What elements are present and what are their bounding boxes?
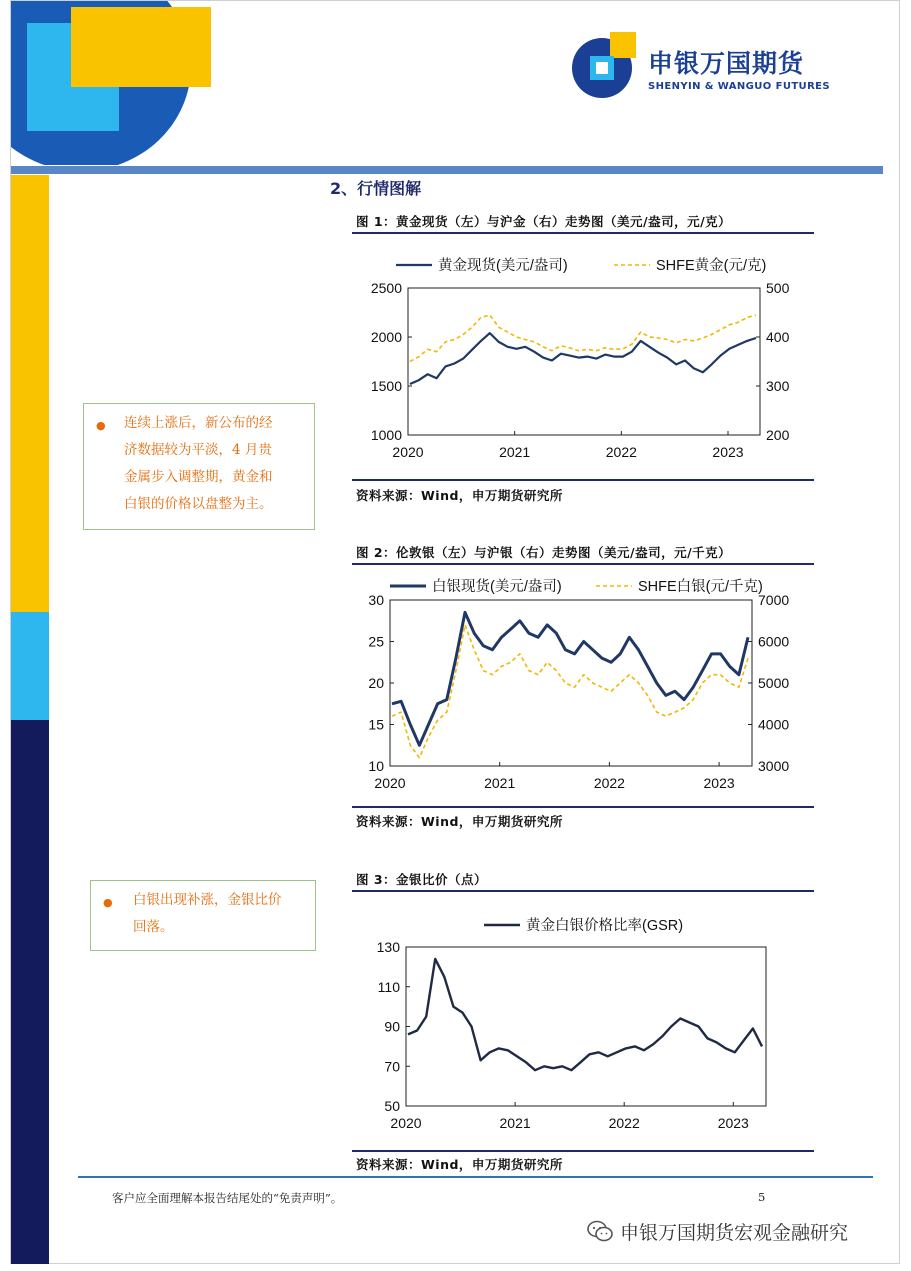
plot-frame	[390, 600, 752, 766]
series-line-2	[392, 625, 748, 758]
y-left-tick-label: 25	[368, 633, 384, 650]
y-left-tick-label: 1500	[370, 378, 402, 394]
note-2-line-2: 回落。	[133, 919, 174, 935]
page-number: 5	[758, 1190, 766, 1204]
note-1-line-4: 白银的价格以盘整为主。	[124, 496, 273, 512]
y-right-tick-label: 3000	[758, 758, 790, 774]
figure-2-top-rule	[352, 563, 814, 565]
y-left-tick-label: 15	[368, 716, 384, 733]
y-right-tick-label: 500	[766, 280, 790, 296]
x-tick-label: 2022	[605, 444, 637, 460]
note-2-bullet: ●	[103, 896, 113, 909]
brand-name-cn: 申银万国期货	[648, 49, 805, 78]
y-right-tick-label: 4000	[758, 716, 790, 733]
x-tick-label: 2022	[608, 1115, 640, 1131]
x-tick-label: 2021	[499, 1115, 531, 1131]
y-right-tick-label: 6000	[758, 633, 790, 650]
y-left-tick-label: 20	[368, 675, 384, 691]
y-left-tick-label: 130	[376, 939, 400, 955]
note-1-bullet: ●	[96, 419, 106, 432]
figure-1-top-rule	[352, 232, 814, 234]
y-right-tick-label: 5000	[758, 675, 790, 691]
wechat-icon	[586, 1219, 614, 1243]
y-left-tick-label: 1000	[370, 427, 402, 443]
figure-3-chart	[352, 900, 814, 1150]
x-tick-label: 2023	[703, 775, 735, 791]
series-line-1	[392, 612, 748, 745]
figure-1-bottom-rule	[352, 479, 814, 481]
y-right-tick-label: 200	[766, 427, 790, 443]
series-line-1	[408, 959, 762, 1070]
figure-1-source: 资料来源：Wind，申万期货研究所	[356, 488, 563, 503]
header-shape-yellow	[71, 7, 211, 87]
sidebar-band-cyan	[11, 612, 49, 720]
note-1-line-1: 连续上涨后，新公布的经	[124, 415, 273, 431]
y-left-tick-label: 50	[384, 1098, 400, 1114]
figure-2-chart	[352, 566, 814, 806]
y-left-tick-label: 2000	[370, 329, 402, 345]
x-tick-label: 2023	[717, 1115, 749, 1131]
note-1-line-2: 济数据较为平淡，4 月贵	[124, 442, 272, 458]
note-box-1	[83, 403, 315, 530]
note-1-line-3: 金属步入调整期，黄金和	[124, 469, 273, 485]
y-right-tick-label: 400	[766, 329, 790, 345]
figure-1-chart	[352, 238, 814, 478]
watermark-text: 申银万国期货宏观金融研究	[620, 1221, 849, 1244]
footer-rule	[78, 1176, 873, 1178]
legend-label-1: 黄金现货(美元/盎司)	[438, 258, 568, 274]
header-decoration	[11, 1, 211, 165]
sidebar-band-navy	[11, 720, 49, 1264]
brand-name-en: SHENYIN & WANGUO FUTURES	[648, 81, 831, 92]
x-tick-label: 2020	[374, 775, 406, 791]
note-1-text	[124, 410, 310, 518]
x-tick-label: 2023	[712, 444, 744, 460]
figure-3-top-rule	[352, 890, 814, 892]
legend-label-1: 白银现货(美元/盎司)	[432, 579, 562, 595]
figure-3-bottom-rule	[352, 1150, 814, 1152]
note-box-2	[90, 880, 316, 951]
plot-frame	[406, 947, 766, 1106]
y-left-tick-label: 70	[384, 1058, 400, 1075]
legend-label-1: 黄金白银价格比率(GSR)	[526, 918, 684, 934]
section-title: 2、行情图解	[330, 179, 422, 198]
brand-logo	[570, 32, 870, 102]
y-left-tick-label: 30	[368, 592, 384, 608]
y-left-tick-label: 10	[368, 758, 384, 774]
figure-3-source: 资料来源：Wind，申万期货研究所	[356, 1157, 563, 1172]
legend-label-2: SHFE黄金(元/克)	[656, 258, 767, 274]
y-right-tick-label: 300	[766, 378, 790, 394]
figure-1-title: 图 1：黄金现货（左）与沪金（右）走势图（美元/盎司，元/克）	[356, 214, 732, 229]
figure-2-source: 资料来源：Wind，申万期货研究所	[356, 814, 563, 829]
y-right-tick-label: 7000	[758, 592, 790, 608]
footer-disclaimer: 客户应全面理解本报告结尾处的“免责声明”。	[112, 1191, 343, 1205]
series-line-1	[410, 333, 756, 384]
sidebar-band-yellow	[11, 175, 49, 612]
x-tick-label: 2021	[484, 775, 516, 791]
x-tick-label: 2022	[593, 775, 625, 791]
y-left-tick-label: 90	[384, 1018, 400, 1035]
plot-frame	[408, 288, 760, 435]
x-tick-label: 2020	[392, 444, 424, 460]
brand-logo-icon	[570, 32, 638, 100]
series-line-2	[410, 315, 756, 362]
header-rule	[11, 166, 883, 174]
y-left-tick-label: 110	[377, 978, 400, 995]
figure-2-title: 图 2：伦敦银（左）与沪银（右）走势图（美元/盎司，元/千克）	[356, 545, 732, 560]
legend-label-2: SHFE白银(元/千克)	[638, 579, 763, 595]
y-left-tick-label: 2500	[370, 280, 402, 296]
figure-3-title: 图 3：金银比价（点）	[356, 872, 488, 887]
note-2-line-1: 白银出现补涨，金银比价	[133, 892, 282, 908]
note-2-text	[133, 887, 313, 941]
figure-2-bottom-rule	[352, 806, 814, 808]
x-tick-label: 2020	[390, 1115, 422, 1131]
watermark	[586, 1217, 848, 1245]
x-tick-label: 2021	[499, 444, 531, 460]
